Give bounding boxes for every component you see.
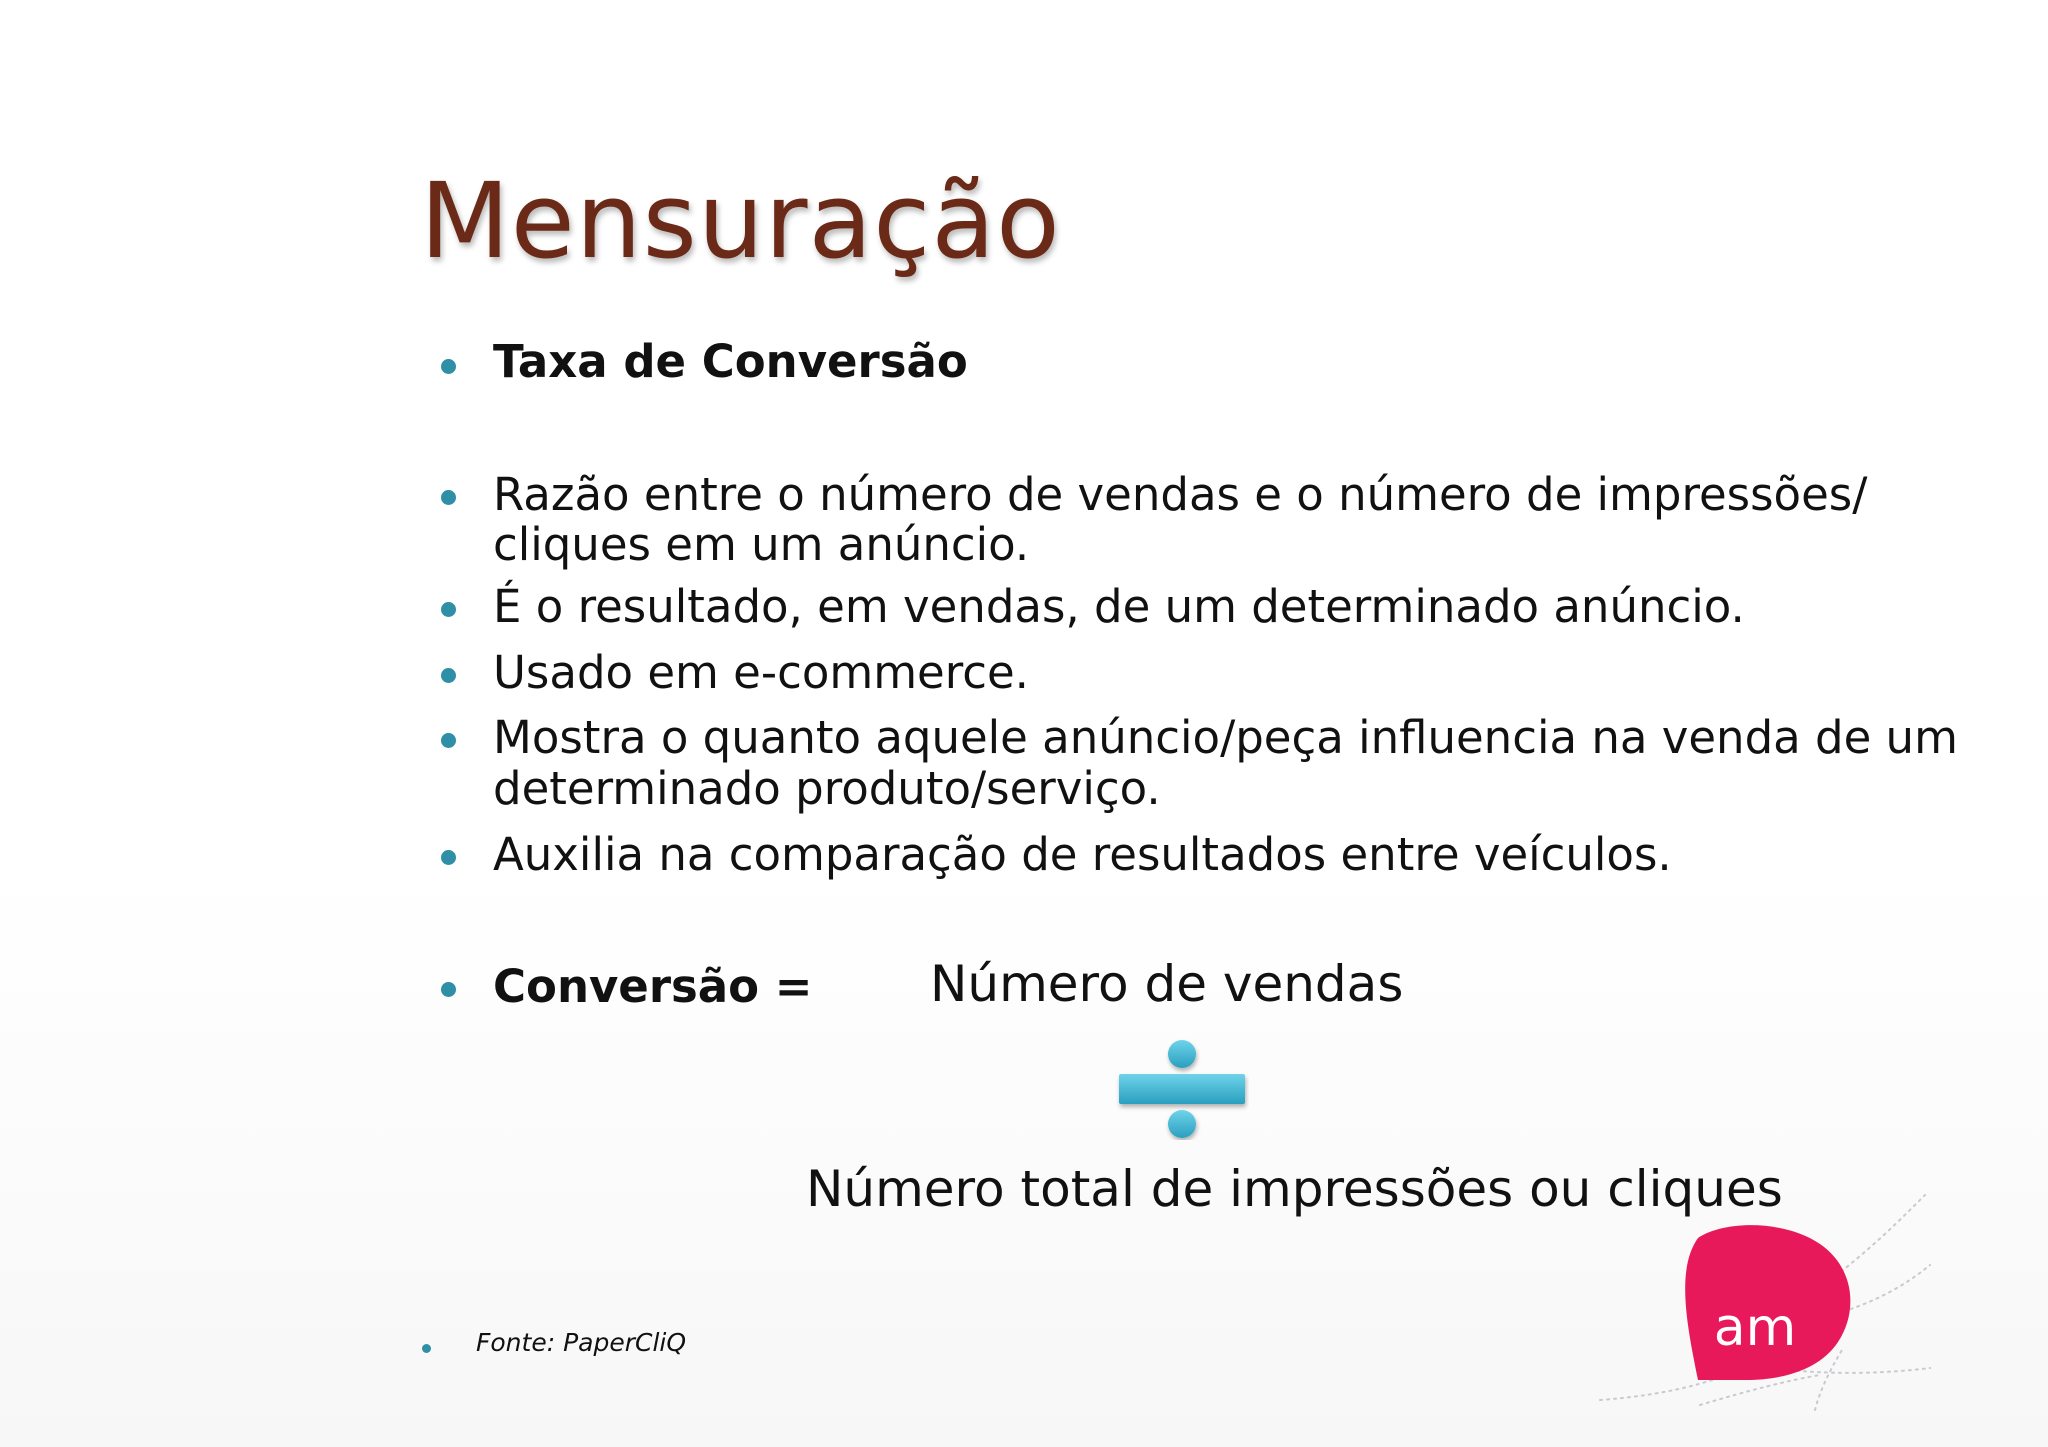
am-logo (1580, 1180, 1940, 1420)
bullet-dot (441, 602, 456, 617)
bullet-text-line: Mostra o quanto aquele anúncio/peça influencia na venda de um (493, 711, 1958, 764)
bullet-text-line: Razão entre o número de vendas e o número de impressões/ (493, 468, 1868, 521)
bullet-text-line: cliques em um anúncio. (493, 518, 1030, 571)
bullet-text-line: É o resultado, em vendas, de um determinado anúncio. (493, 580, 1745, 633)
bullet-dot (441, 490, 456, 505)
bullet-text-line: Auxilia na comparação de resultados entre veículos. (493, 828, 1672, 881)
slide-title: Mensuração (420, 160, 1061, 282)
bullet-dot (441, 733, 456, 748)
bullet-dot (422, 1344, 431, 1353)
formula-label: Conversão = (493, 960, 813, 1013)
division-icon (1115, 1038, 1249, 1140)
section-heading: Taxa de Conversão (493, 335, 968, 388)
formula-numerator: Número de vendas (930, 955, 1404, 1013)
bullet-dot (441, 359, 456, 374)
logo-text: am (1713, 1298, 1797, 1358)
bullet-text-line: determinado produto/serviço. (493, 762, 1161, 815)
bullet-dot (441, 850, 456, 865)
source-note: Fonte: PaperCliQ (476, 1328, 687, 1357)
bullet-dot (441, 668, 456, 683)
formula-denominator: Número total de impressões ou cliques (806, 1160, 1783, 1218)
bullet-dot (441, 982, 456, 997)
bullet-text-line: Usado em e-commerce. (493, 646, 1029, 699)
